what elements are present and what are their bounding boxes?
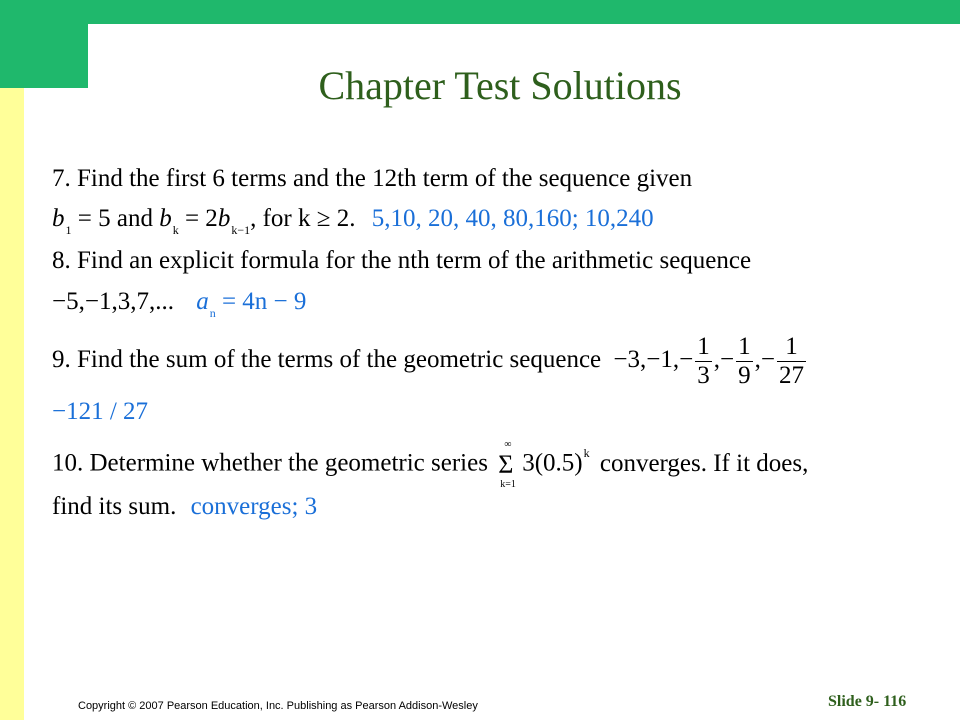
q10-answer: converges; 3 <box>190 493 318 520</box>
q9-fraction-2 <box>736 333 753 390</box>
q9-prompt: 9. Find the sum of the terms of the geometric sequence <box>52 346 602 374</box>
q10-sigma-top: ∞ <box>504 439 512 450</box>
q9-fraction-1-num: 1 <box>697 333 710 360</box>
q8-answer-var: a <box>196 288 209 315</box>
q10-sigma-symbol: Σ <box>498 450 514 479</box>
q7-b-var-2: b <box>159 205 172 232</box>
q7-b-var: b <box>52 205 65 232</box>
q7-b1-value: = 5 and <box>77 205 153 232</box>
q9-fraction-1-den: 3 <box>697 362 710 389</box>
q9-fraction-2-num: 1 <box>738 333 751 360</box>
q8-sequence: −5,−1,3,7,... <box>52 288 174 315</box>
q7-given-line <box>52 204 654 237</box>
q9-line <box>52 333 808 390</box>
q9-lead: −3,−1,− <box>613 346 694 374</box>
q7-bk-value: = 2 <box>184 205 218 232</box>
q9-answer: −121 / 27 <box>52 398 149 425</box>
q9-sep-2: ,− <box>754 346 775 374</box>
q7-sub-1: 1 <box>65 223 72 237</box>
q7-sub-k: k <box>172 223 179 237</box>
q8-sequence-line <box>52 287 306 320</box>
q8-prompt: 8. Find an explicit formula for the nth term of the arithmetic sequence <box>52 247 752 274</box>
q10-prompt: 10. Determine whether the geometric series <box>52 449 488 477</box>
left-sidebar-bar <box>0 88 24 720</box>
footer-copyright: Copyright © 2007 Pearson Education, Inc. Publishing as Pearson Addison-Wesley <box>78 700 478 712</box>
q8-answer-rest: = 4n − 9 <box>221 288 307 315</box>
q10-sigma <box>496 440 520 490</box>
top-accent-bar <box>0 0 960 24</box>
q9-fraction-3-den: 27 <box>778 362 804 389</box>
q7-answer: 5,10, 20, 40, 80,160; 10,240 <box>371 205 654 232</box>
q7-b-var-3: b <box>217 205 231 232</box>
q7-prompt: 7. Find the first 6 terms and the 12th term of the sequence given <box>52 165 693 192</box>
q7-sub-km1: k−1 <box>231 223 251 237</box>
q10-find-sum: find its sum. <box>52 493 177 520</box>
q10-term-exponent: k <box>583 445 590 460</box>
q9-fraction-2-den: 9 <box>738 362 751 389</box>
q8-answer-sub: n <box>209 306 216 320</box>
q10-line <box>52 440 808 490</box>
q10-term: 3(0.5) <box>522 449 583 477</box>
slide-number: Slide 9- 116 <box>828 693 907 710</box>
q9-fraction-3 <box>777 333 806 390</box>
q10-line-2 <box>52 492 317 522</box>
q8-answer <box>196 288 307 320</box>
q7-condition: , for k ≥ 2. <box>250 205 356 232</box>
q10-sigma-bottom: k=1 <box>500 479 516 490</box>
q9-fraction-3-num: 1 <box>777 333 806 362</box>
slide-title: Chapter Test Solutions <box>318 63 682 108</box>
q10-prompt-end: converges. If it does, <box>599 449 809 477</box>
q9-fraction-1 <box>695 333 712 390</box>
q9-sep-1: ,− <box>713 346 735 374</box>
